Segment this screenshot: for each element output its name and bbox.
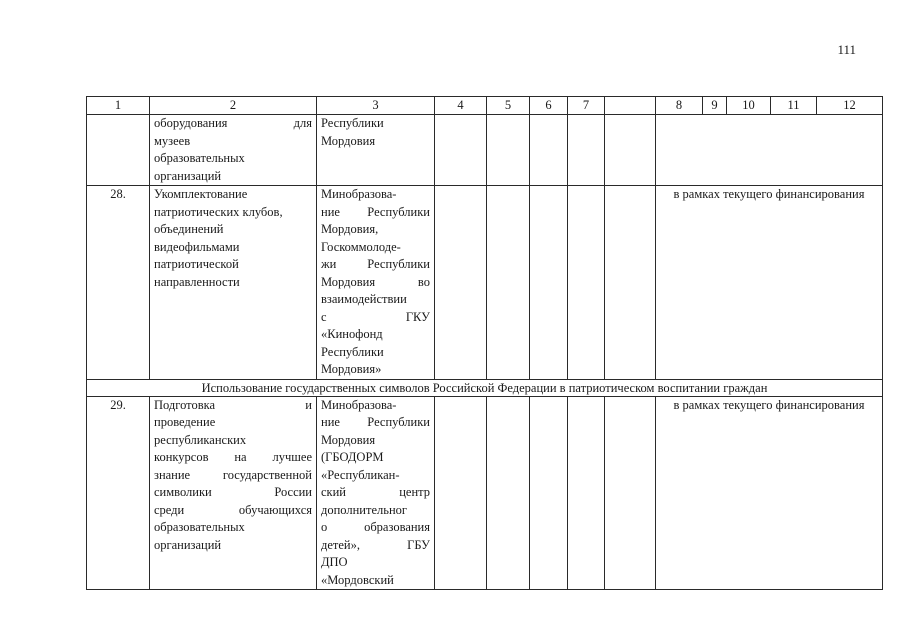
measure-line: патриотической bbox=[154, 257, 239, 271]
measure-line: музеев bbox=[154, 133, 191, 148]
executor-line: Мордовия» bbox=[321, 362, 382, 376]
header-cell: 12 bbox=[817, 97, 883, 115]
measure-line: Укомплектование bbox=[154, 187, 248, 201]
header-cell: 10 bbox=[727, 97, 771, 115]
header-cell: 6 bbox=[530, 97, 568, 115]
measure-cell bbox=[150, 396, 317, 590]
empty-cell bbox=[568, 396, 605, 590]
executor-cell bbox=[317, 186, 435, 380]
header-cell: 8 bbox=[656, 97, 703, 115]
empty-cell bbox=[530, 186, 568, 380]
empty-cell bbox=[568, 115, 605, 186]
header-cell: 5 bbox=[487, 97, 530, 115]
executor-line: ние Республики bbox=[321, 415, 430, 429]
measure-line: видеофильмами bbox=[154, 239, 240, 254]
measure-line: конкурсов на лучшее bbox=[154, 450, 312, 464]
executor-line: с ГКУ bbox=[321, 309, 430, 324]
page-number: 111 bbox=[837, 42, 856, 57]
empty-cell bbox=[435, 115, 487, 186]
executor-line: «Мордовский bbox=[321, 572, 394, 587]
measure-line: проведение bbox=[154, 415, 216, 429]
empty-cell bbox=[435, 396, 487, 590]
measure-line: Подготовка и bbox=[154, 397, 312, 412]
header-cell: 2 bbox=[150, 97, 317, 115]
executor-line: ние Республики bbox=[321, 204, 430, 219]
table-row bbox=[87, 186, 883, 380]
measure-cell bbox=[150, 186, 317, 380]
header-cell: 7 bbox=[568, 97, 605, 115]
measure-line: оборудования для bbox=[154, 116, 312, 130]
empty-cell bbox=[487, 396, 530, 590]
row-number: 28. bbox=[87, 186, 150, 380]
financing-cell: в рамках текущего финансирования bbox=[656, 396, 883, 590]
empty-cell bbox=[530, 396, 568, 590]
header-cell: 3 bbox=[317, 97, 435, 115]
empty-cell bbox=[487, 186, 530, 380]
header-cell: 1 bbox=[87, 97, 150, 115]
measure-line: знание государственной bbox=[154, 467, 312, 482]
executor-line: жи Республики bbox=[321, 257, 430, 271]
executor-line: Мордовия, bbox=[321, 222, 379, 236]
header-cell bbox=[605, 97, 656, 115]
executor-line: Мордовия во bbox=[321, 274, 430, 289]
executor-line: ДПО bbox=[321, 555, 348, 569]
executor-line: дополнительног bbox=[321, 502, 408, 517]
financing-cell bbox=[656, 115, 883, 186]
executor-line: Минобразова- bbox=[321, 397, 397, 412]
measure-line: объединений bbox=[154, 222, 224, 236]
executor-line: «Кинофонд bbox=[321, 327, 383, 341]
executor-line: взаимодействии bbox=[321, 292, 407, 306]
executor-line: ский центр bbox=[321, 485, 430, 499]
executor-line: о образования bbox=[321, 520, 430, 534]
column-number-row bbox=[87, 97, 883, 115]
measure-line: символики России bbox=[154, 485, 312, 499]
executor-line: Минобразова- bbox=[321, 187, 397, 201]
empty-cell bbox=[530, 115, 568, 186]
table-row bbox=[87, 396, 883, 590]
executor-line: «Республикан- bbox=[321, 467, 400, 482]
header-cell: 4 bbox=[435, 97, 487, 115]
executor-line: Республики bbox=[321, 344, 384, 359]
measure-line: образовательных bbox=[154, 151, 245, 165]
empty-cell bbox=[435, 186, 487, 380]
financing-cell: в рамках текущего финансирования bbox=[656, 186, 883, 380]
measure-line: организаций bbox=[154, 168, 222, 183]
empty-cell bbox=[605, 186, 656, 380]
plan-table bbox=[86, 96, 883, 590]
executor-cell bbox=[317, 396, 435, 590]
measure-cell bbox=[150, 115, 317, 186]
empty-cell bbox=[487, 115, 530, 186]
measure-line: республиканских bbox=[154, 432, 247, 447]
measure-line: организаций bbox=[154, 537, 222, 552]
executor-line: Мордовия bbox=[321, 133, 376, 148]
header-cell: 11 bbox=[771, 97, 817, 115]
executor-line: Госкоммолоде- bbox=[321, 239, 401, 254]
measure-line: среди обучающихся bbox=[154, 502, 312, 517]
executor-line: (ГБОДОРМ bbox=[321, 450, 384, 464]
section-title: Использование государственных символов Российской Федерации в патриотическом воспитании граждан bbox=[87, 379, 883, 396]
empty-cell bbox=[605, 396, 656, 590]
measure-line: патриотических клубов, bbox=[154, 204, 283, 219]
executor-line: детей», ГБУ bbox=[321, 537, 430, 552]
measure-line: направленности bbox=[154, 274, 240, 289]
executor-line: Республики bbox=[321, 116, 384, 130]
table-row bbox=[87, 115, 883, 186]
measure-line: образовательных bbox=[154, 520, 245, 534]
empty-cell bbox=[605, 115, 656, 186]
section-row bbox=[87, 379, 883, 396]
executor-line: Мордовия bbox=[321, 432, 376, 447]
row-number: 29. bbox=[87, 396, 150, 590]
header-cell: 9 bbox=[703, 97, 727, 115]
executor-cell bbox=[317, 115, 435, 186]
row-number bbox=[87, 115, 150, 186]
empty-cell bbox=[568, 186, 605, 380]
